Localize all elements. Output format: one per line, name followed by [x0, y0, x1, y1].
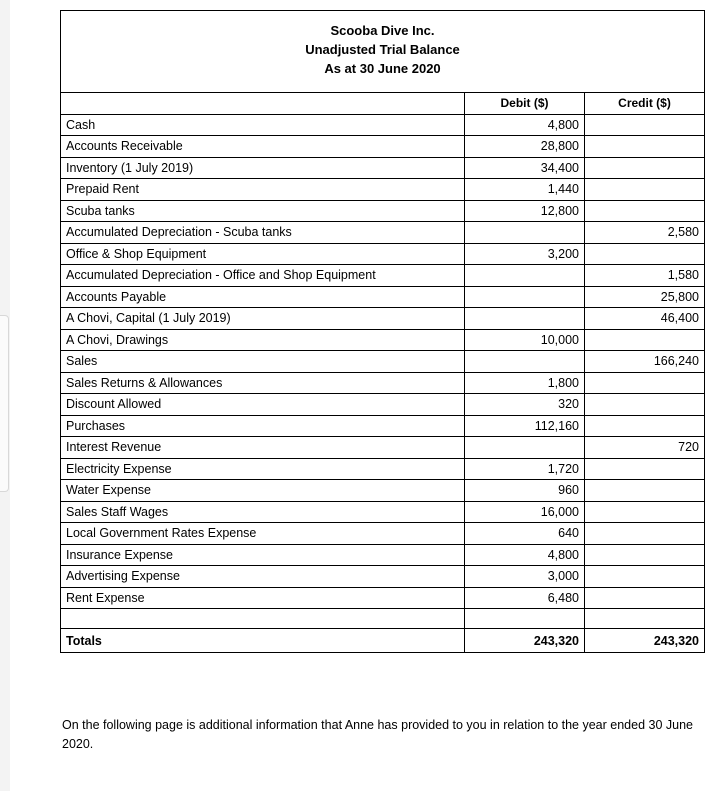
credit-amount — [585, 587, 705, 609]
debit-amount: 1,440 — [465, 179, 585, 201]
credit-amount — [585, 544, 705, 566]
credit-amount: 2,580 — [585, 222, 705, 244]
credit-column-header: Credit ($) — [585, 93, 705, 115]
account-name: Sales — [61, 351, 465, 373]
account-name: Insurance Expense — [61, 544, 465, 566]
table-row — [61, 437, 705, 459]
credit-amount — [585, 136, 705, 158]
account-name: Discount Allowed — [61, 394, 465, 416]
totals-debit: 243,320 — [465, 629, 585, 653]
table-row — [61, 286, 705, 308]
debit-amount: 16,000 — [465, 501, 585, 523]
debit-amount — [465, 265, 585, 287]
company-name: Scooba Dive Inc. — [330, 23, 435, 38]
credit-amount — [585, 458, 705, 480]
credit-amount — [585, 566, 705, 588]
account-name: Purchases — [61, 415, 465, 437]
account-name: Water Expense — [61, 480, 465, 502]
account-name: Advertising Expense — [61, 566, 465, 588]
side-panel-tab[interactable] — [0, 315, 9, 492]
blank-cell — [465, 609, 585, 629]
debit-amount: 4,800 — [465, 544, 585, 566]
account-name: Prepaid Rent — [61, 179, 465, 201]
account-name: Accumulated Depreciation - Scuba tanks — [61, 222, 465, 244]
totals-row — [61, 629, 705, 653]
debit-amount: 10,000 — [465, 329, 585, 351]
table-row — [61, 501, 705, 523]
table-row — [61, 480, 705, 502]
debit-amount — [465, 222, 585, 244]
credit-amount: 720 — [585, 437, 705, 459]
account-name: A Chovi, Drawings — [61, 329, 465, 351]
table-row — [61, 308, 705, 330]
table-row — [61, 222, 705, 244]
credit-amount — [585, 480, 705, 502]
debit-amount: 320 — [465, 394, 585, 416]
debit-amount: 4,800 — [465, 114, 585, 136]
table-row — [61, 265, 705, 287]
table-row — [61, 136, 705, 158]
debit-amount: 3,000 — [465, 566, 585, 588]
debit-amount: 12,800 — [465, 200, 585, 222]
credit-amount: 46,400 — [585, 308, 705, 330]
trial-balance-sheet — [60, 10, 705, 653]
report-header — [60, 10, 705, 92]
table-row — [61, 587, 705, 609]
credit-amount — [585, 394, 705, 416]
debit-amount — [465, 286, 585, 308]
debit-amount: 6,480 — [465, 587, 585, 609]
credit-amount — [585, 372, 705, 394]
table-row — [61, 458, 705, 480]
account-name: Sales Staff Wages — [61, 501, 465, 523]
footnote-text: On the following page is additional information that Anne has provided to you in relation to the year ended 30 June 2020. — [62, 718, 693, 751]
account-name: Accumulated Depreciation - Office and Shop Equipment — [61, 265, 465, 287]
debit-amount: 3,200 — [465, 243, 585, 265]
table-row — [61, 243, 705, 265]
credit-amount — [585, 179, 705, 201]
credit-amount — [585, 243, 705, 265]
table-row — [61, 544, 705, 566]
debit-amount: 34,400 — [465, 157, 585, 179]
credit-amount: 166,240 — [585, 351, 705, 373]
debit-amount — [465, 437, 585, 459]
blank-cell — [585, 609, 705, 629]
account-name: Accounts Receivable — [61, 136, 465, 158]
totals-label: Totals — [61, 629, 465, 653]
account-name: A Chovi, Capital (1 July 2019) — [61, 308, 465, 330]
table-row — [61, 372, 705, 394]
account-name: Local Government Rates Expense — [61, 523, 465, 545]
credit-amount — [585, 329, 705, 351]
debit-amount: 640 — [465, 523, 585, 545]
account-name: Cash — [61, 114, 465, 136]
debit-amount — [465, 308, 585, 330]
table-row — [61, 157, 705, 179]
credit-amount — [585, 114, 705, 136]
table-row — [61, 351, 705, 373]
table-row — [61, 329, 705, 351]
table-row — [61, 523, 705, 545]
blank-row — [61, 609, 705, 629]
debit-amount: 28,800 — [465, 136, 585, 158]
debit-column-header: Debit ($) — [465, 93, 585, 115]
credit-amount — [585, 523, 705, 545]
credit-amount — [585, 200, 705, 222]
debit-amount — [465, 351, 585, 373]
debit-amount: 1,800 — [465, 372, 585, 394]
table-row — [61, 114, 705, 136]
account-name: Interest Revenue — [61, 437, 465, 459]
table-row — [61, 179, 705, 201]
report-date: As at 30 June 2020 — [324, 61, 441, 76]
table-row — [61, 415, 705, 437]
account-column-header — [61, 93, 465, 115]
report-title: Unadjusted Trial Balance — [305, 42, 460, 57]
account-name: Office & Shop Equipment — [61, 243, 465, 265]
account-name: Electricity Expense — [61, 458, 465, 480]
table-row — [61, 394, 705, 416]
credit-amount: 1,580 — [585, 265, 705, 287]
blank-cell — [61, 609, 465, 629]
account-name: Sales Returns & Allowances — [61, 372, 465, 394]
account-name: Rent Expense — [61, 587, 465, 609]
account-name: Scuba tanks — [61, 200, 465, 222]
credit-amount — [585, 501, 705, 523]
table-row — [61, 566, 705, 588]
trial-balance-table — [60, 92, 705, 653]
column-header-row — [61, 93, 705, 115]
account-name: Accounts Payable — [61, 286, 465, 308]
credit-amount — [585, 157, 705, 179]
credit-amount — [585, 415, 705, 437]
debit-amount: 112,160 — [465, 415, 585, 437]
table-row — [61, 200, 705, 222]
account-name: Inventory (1 July 2019) — [61, 157, 465, 179]
debit-amount: 1,720 — [465, 458, 585, 480]
totals-credit: 243,320 — [585, 629, 705, 653]
credit-amount: 25,800 — [585, 286, 705, 308]
debit-amount: 960 — [465, 480, 585, 502]
